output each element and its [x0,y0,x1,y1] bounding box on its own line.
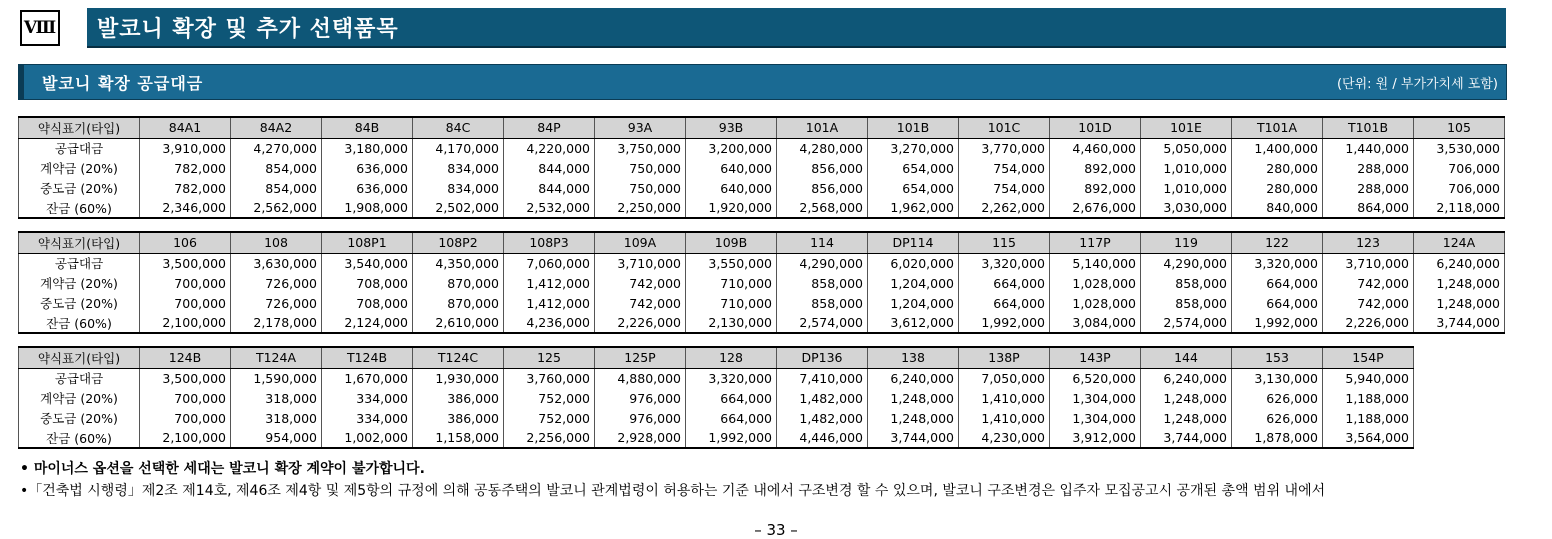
price-cell: 3,270,000 [868,138,959,158]
type-header-cell: 117P [1050,232,1141,253]
price-cell: 976,000 [595,408,686,428]
type-header-cell: 138P [959,347,1050,368]
price-cell: 2,250,000 [595,198,686,218]
type-header-cell: 101E [1141,117,1232,138]
price-cell: 1,410,000 [959,388,1050,408]
price-cell: 1,204,000 [868,293,959,313]
row-label: 공급대금 [19,138,140,158]
type-header-cell: 123 [1323,232,1414,253]
price-cell: 2,676,000 [1050,198,1141,218]
price-cell: 844,000 [504,178,595,198]
price-cell: 750,000 [595,178,686,198]
type-header-cell: 109B [686,232,777,253]
price-cell: 1,028,000 [1050,293,1141,313]
price-cell: 7,050,000 [959,368,1050,388]
price-cell: 5,050,000 [1141,138,1232,158]
type-header-cell: 84A2 [231,117,322,138]
type-header-cell: 125 [504,347,595,368]
price-cell: 726,000 [231,293,322,313]
type-header-cell: T101A [1232,117,1323,138]
type-header-cell: 109A [595,232,686,253]
price-cell: 626,000 [1232,408,1323,428]
table-header-row [19,347,1505,368]
type-header-cell: 128 [686,347,777,368]
price-cell: 700,000 [140,293,231,313]
price-cell: 4,230,000 [959,428,1050,448]
row-label: 중도금 (20%) [19,293,140,313]
price-cell: 386,000 [413,408,504,428]
price-cell: 4,446,000 [777,428,868,448]
price-cell: 3,760,000 [504,368,595,388]
price-cell: 6,520,000 [1050,368,1141,388]
price-cell: 752,000 [504,408,595,428]
table-row [19,293,1505,313]
page-number: – 33 – [754,521,798,539]
type-header-cell: 93A [595,117,686,138]
price-cell: 3,912,000 [1050,428,1141,448]
price-cell: 7,410,000 [777,368,868,388]
type-header-cell: 138 [868,347,959,368]
price-cell: 870,000 [413,273,504,293]
price-cell: 1,304,000 [1050,388,1141,408]
type-header-cell: T124C [413,347,504,368]
price-cell: 1,482,000 [777,388,868,408]
price-cell: 4,220,000 [504,138,595,158]
type-header-cell: 101D [1050,117,1141,138]
price-cell: 654,000 [868,158,959,178]
price-cell: 1,962,000 [868,198,959,218]
price-cell: 710,000 [686,273,777,293]
table-row [19,313,1505,333]
price-cell: 858,000 [777,293,868,313]
unit-note: (단위: 원 / 부가가치세 포함) [1336,76,1498,92]
price-cell: 318,000 [231,408,322,428]
type-header-cell: T124B [322,347,413,368]
price-cell: 3,084,000 [1050,313,1141,333]
price-cell: 858,000 [777,273,868,293]
price-cell: 4,880,000 [595,368,686,388]
price-cell: 664,000 [686,388,777,408]
price-cell: 1,248,000 [1414,273,1505,293]
price-cell: 834,000 [413,178,504,198]
empty-cell [1414,408,1505,428]
price-cell: 1,204,000 [868,273,959,293]
table-row [19,408,1505,428]
price-cell: 840,000 [1232,198,1323,218]
row-label: 중도금 (20%) [19,178,140,198]
type-header-cell: 84A1 [140,117,231,138]
price-cell: 1,920,000 [686,198,777,218]
price-cell: 2,928,000 [595,428,686,448]
price-cell: 1,248,000 [1414,293,1505,313]
price-cell: 1,248,000 [1141,388,1232,408]
price-cell: 710,000 [686,293,777,313]
price-cell: 856,000 [777,178,868,198]
price-cell: 742,000 [1323,293,1414,313]
price-cell: 844,000 [504,158,595,178]
price-cell: 954,000 [231,428,322,448]
price-cell: 664,000 [686,408,777,428]
price-cell: 1,930,000 [413,368,504,388]
price-cell: 3,710,000 [1323,253,1414,273]
row-label: 잔금 (60%) [19,313,140,333]
price-cell: 782,000 [140,158,231,178]
table-row [19,253,1505,273]
price-cell: 664,000 [1232,293,1323,313]
type-header-cell: 154P [1323,347,1414,368]
type-header-cell: 124B [140,347,231,368]
price-cell: 1,410,000 [959,408,1050,428]
price-cell: 4,350,000 [413,253,504,273]
price-cell: 334,000 [322,408,413,428]
note-building-law: •「건축법 시행령」제2조 제14호, 제46조 제4항 및 제5항의 규정에 의해 공동주택의 발코니 관계법령이 허용하는 기준 내에서 구조변경 할 수 있으며, 발코니 구조변경은 입주자 모집공고시 공개된 총액 범위 내에서 [20,483,1326,499]
price-cell: 334,000 [322,388,413,408]
price-cell: 1,482,000 [777,408,868,428]
table-row [19,158,1505,178]
type-header-cell: 108P1 [322,232,413,253]
price-cell: 664,000 [959,293,1050,313]
price-cell: 280,000 [1232,178,1323,198]
price-cell: 3,744,000 [868,428,959,448]
price-cell: 318,000 [231,388,322,408]
price-cell: 892,000 [1050,158,1141,178]
price-cell: 4,460,000 [1050,138,1141,158]
price-cell: 1,248,000 [868,388,959,408]
table-row [19,198,1505,218]
type-header-label: 약식표기(타입) [19,347,140,368]
row-label: 중도금 (20%) [19,408,140,428]
price-cell: 3,320,000 [1232,253,1323,273]
price-cell: 4,170,000 [413,138,504,158]
price-cell: 976,000 [595,388,686,408]
price-cell: 2,574,000 [1141,313,1232,333]
price-cell: 2,256,000 [504,428,595,448]
type-header-cell: 101B [868,117,959,138]
price-cell: 2,502,000 [413,198,504,218]
price-cell: 3,744,000 [1141,428,1232,448]
price-cell: 706,000 [1414,178,1505,198]
price-cell: 1,992,000 [686,428,777,448]
price-cell: 1,440,000 [1323,138,1414,158]
price-cell: 280,000 [1232,158,1323,178]
type-header-cell: 101C [959,117,1050,138]
price-cell: 1,992,000 [959,313,1050,333]
price-cell: 1,028,000 [1050,273,1141,293]
type-header-cell: 125P [595,347,686,368]
table-row [19,138,1505,158]
table-header-row [19,232,1505,253]
type-header-cell: 101A [777,117,868,138]
price-cell: 288,000 [1323,158,1414,178]
price-cell: 386,000 [413,388,504,408]
price-cell: 2,100,000 [140,428,231,448]
price-cell: 2,610,000 [413,313,504,333]
price-cell: 2,226,000 [595,313,686,333]
price-cell: 3,130,000 [1232,368,1323,388]
price-cell: 2,124,000 [322,313,413,333]
price-cell: 1,248,000 [1141,408,1232,428]
price-cell: 742,000 [1323,273,1414,293]
price-cell: 1,412,000 [504,273,595,293]
row-label: 공급대금 [19,368,140,388]
price-cell: 2,226,000 [1323,313,1414,333]
section-number: Ⅷ [20,10,60,46]
price-cell: 854,000 [231,158,322,178]
empty-cell [1414,388,1505,408]
type-header-cell: 84P [504,117,595,138]
type-header-cell: 114 [777,232,868,253]
price-cell: 3,612,000 [868,313,959,333]
type-header-cell: DP114 [868,232,959,253]
price-cell: 2,262,000 [959,198,1050,218]
price-cell: 288,000 [1323,178,1414,198]
price-cell: 870,000 [413,293,504,313]
price-cell: 640,000 [686,158,777,178]
price-cell: 1,010,000 [1141,158,1232,178]
price-cell: 700,000 [140,388,231,408]
price-cell: 654,000 [868,178,959,198]
price-cell: 5,940,000 [1323,368,1414,388]
price-cell: 3,180,000 [322,138,413,158]
price-cell: 754,000 [959,158,1050,178]
price-cell: 1,248,000 [868,408,959,428]
type-header-cell: 93B [686,117,777,138]
price-cell: 2,178,000 [231,313,322,333]
price-cell: 3,710,000 [595,253,686,273]
price-cell: 1,878,000 [1232,428,1323,448]
price-cell: 3,910,000 [140,138,231,158]
price-cell: 3,750,000 [595,138,686,158]
price-cell: 7,060,000 [504,253,595,273]
type-header-cell: 115 [959,232,1050,253]
type-header-cell: 84B [322,117,413,138]
type-header-label: 약식표기(타입) [19,117,140,138]
price-table-3 [18,346,1505,449]
type-header-cell: 84C [413,117,504,138]
price-cell: 6,240,000 [1141,368,1232,388]
price-cell: 782,000 [140,178,231,198]
price-cell: 1,908,000 [322,198,413,218]
price-cell: 1,590,000 [231,368,322,388]
row-label: 잔금 (60%) [19,198,140,218]
subsection-header [18,64,1507,100]
note-minus-option: • 마이너스 옵션을 선택한 세대는 발코니 확장 계약이 불가합니다. [20,461,425,477]
price-table-2 [18,231,1505,334]
empty-cell [1414,368,1505,388]
price-cell: 4,280,000 [777,138,868,158]
price-cell: 2,532,000 [504,198,595,218]
price-cell: 3,030,000 [1141,198,1232,218]
price-cell: 3,530,000 [1414,138,1505,158]
price-cell: 856,000 [777,158,868,178]
price-cell: 858,000 [1141,273,1232,293]
table-row [19,368,1505,388]
row-label: 잔금 (60%) [19,428,140,448]
price-cell: 2,100,000 [140,313,231,333]
type-header-cell: 143P [1050,347,1141,368]
price-table-1 [18,116,1505,219]
type-header-cell: 144 [1141,347,1232,368]
row-label: 계약금 (20%) [19,273,140,293]
price-cell: 3,500,000 [140,368,231,388]
price-cell: 3,550,000 [686,253,777,273]
price-cell: 1,002,000 [322,428,413,448]
price-cell: 754,000 [959,178,1050,198]
price-cell: 636,000 [322,178,413,198]
price-cell: 2,574,000 [777,313,868,333]
price-cell: 6,240,000 [868,368,959,388]
type-header-label: 약식표기(타입) [19,232,140,253]
type-header-cell: 108P2 [413,232,504,253]
price-cell: 626,000 [1232,388,1323,408]
row-label: 계약금 (20%) [19,158,140,178]
price-cell: 3,770,000 [959,138,1050,158]
price-cell: 1,400,000 [1232,138,1323,158]
price-cell: 2,562,000 [231,198,322,218]
price-cell: 3,320,000 [959,253,1050,273]
price-cell: 1,010,000 [1141,178,1232,198]
price-cell: 2,568,000 [777,198,868,218]
type-header-cell: 108 [231,232,322,253]
type-header-cell: 108P3 [504,232,595,253]
price-cell: 5,140,000 [1050,253,1141,273]
type-header-cell: DP136 [777,347,868,368]
price-cell: 708,000 [322,273,413,293]
price-cell: 1,304,000 [1050,408,1141,428]
price-cell: 4,290,000 [777,253,868,273]
empty-cell [1414,347,1505,368]
price-cell: 3,540,000 [322,253,413,273]
price-cell: 664,000 [1232,273,1323,293]
price-cell: 892,000 [1050,178,1141,198]
price-cell: 2,118,000 [1414,198,1505,218]
type-header-cell: 106 [140,232,231,253]
price-cell: 742,000 [595,293,686,313]
row-label: 공급대금 [19,253,140,273]
table-row [19,428,1505,448]
price-cell: 636,000 [322,158,413,178]
type-header-cell: 105 [1414,117,1505,138]
row-label: 계약금 (20%) [19,388,140,408]
table-row [19,273,1505,293]
type-header-cell: T124A [231,347,322,368]
price-cell: 726,000 [231,273,322,293]
price-cell: 1,188,000 [1323,388,1414,408]
price-cell: 1,188,000 [1323,408,1414,428]
price-cell: 3,564,000 [1323,428,1414,448]
price-cell: 6,240,000 [1414,253,1505,273]
price-cell: 3,744,000 [1414,313,1505,333]
price-cell: 3,320,000 [686,368,777,388]
price-cell: 664,000 [959,273,1050,293]
price-cell: 4,270,000 [231,138,322,158]
price-cell: 4,290,000 [1141,253,1232,273]
price-cell: 864,000 [1323,198,1414,218]
price-cell: 4,236,000 [504,313,595,333]
price-cell: 1,670,000 [322,368,413,388]
price-cell: 708,000 [322,293,413,313]
subsection-title: 발코니 확장 공급대금 [42,73,204,93]
price-cell: 640,000 [686,178,777,198]
type-header-cell: 153 [1232,347,1323,368]
type-header-cell: 124A [1414,232,1505,253]
price-cell: 3,500,000 [140,253,231,273]
price-cell: 2,346,000 [140,198,231,218]
price-cell: 1,992,000 [1232,313,1323,333]
price-cell: 700,000 [140,408,231,428]
price-cell: 752,000 [504,388,595,408]
type-header-cell: 122 [1232,232,1323,253]
price-cell: 750,000 [595,158,686,178]
price-cell: 858,000 [1141,293,1232,313]
price-cell: 2,130,000 [686,313,777,333]
price-cell: 834,000 [413,158,504,178]
price-cell: 3,200,000 [686,138,777,158]
price-cell: 742,000 [595,273,686,293]
table-row [19,178,1505,198]
price-cell: 1,158,000 [413,428,504,448]
price-cell: 706,000 [1414,158,1505,178]
price-cell: 854,000 [231,178,322,198]
price-cell: 6,020,000 [868,253,959,273]
type-header-cell: T101B [1323,117,1414,138]
empty-cell [1414,428,1505,448]
section-title: 발코니 확장 및 추가 선택품목 [87,8,1506,48]
price-cell: 700,000 [140,273,231,293]
table-header-row [19,117,1505,138]
type-header-cell: 119 [1141,232,1232,253]
table-row [19,388,1505,408]
price-cell: 3,630,000 [231,253,322,273]
price-cell: 1,412,000 [504,293,595,313]
